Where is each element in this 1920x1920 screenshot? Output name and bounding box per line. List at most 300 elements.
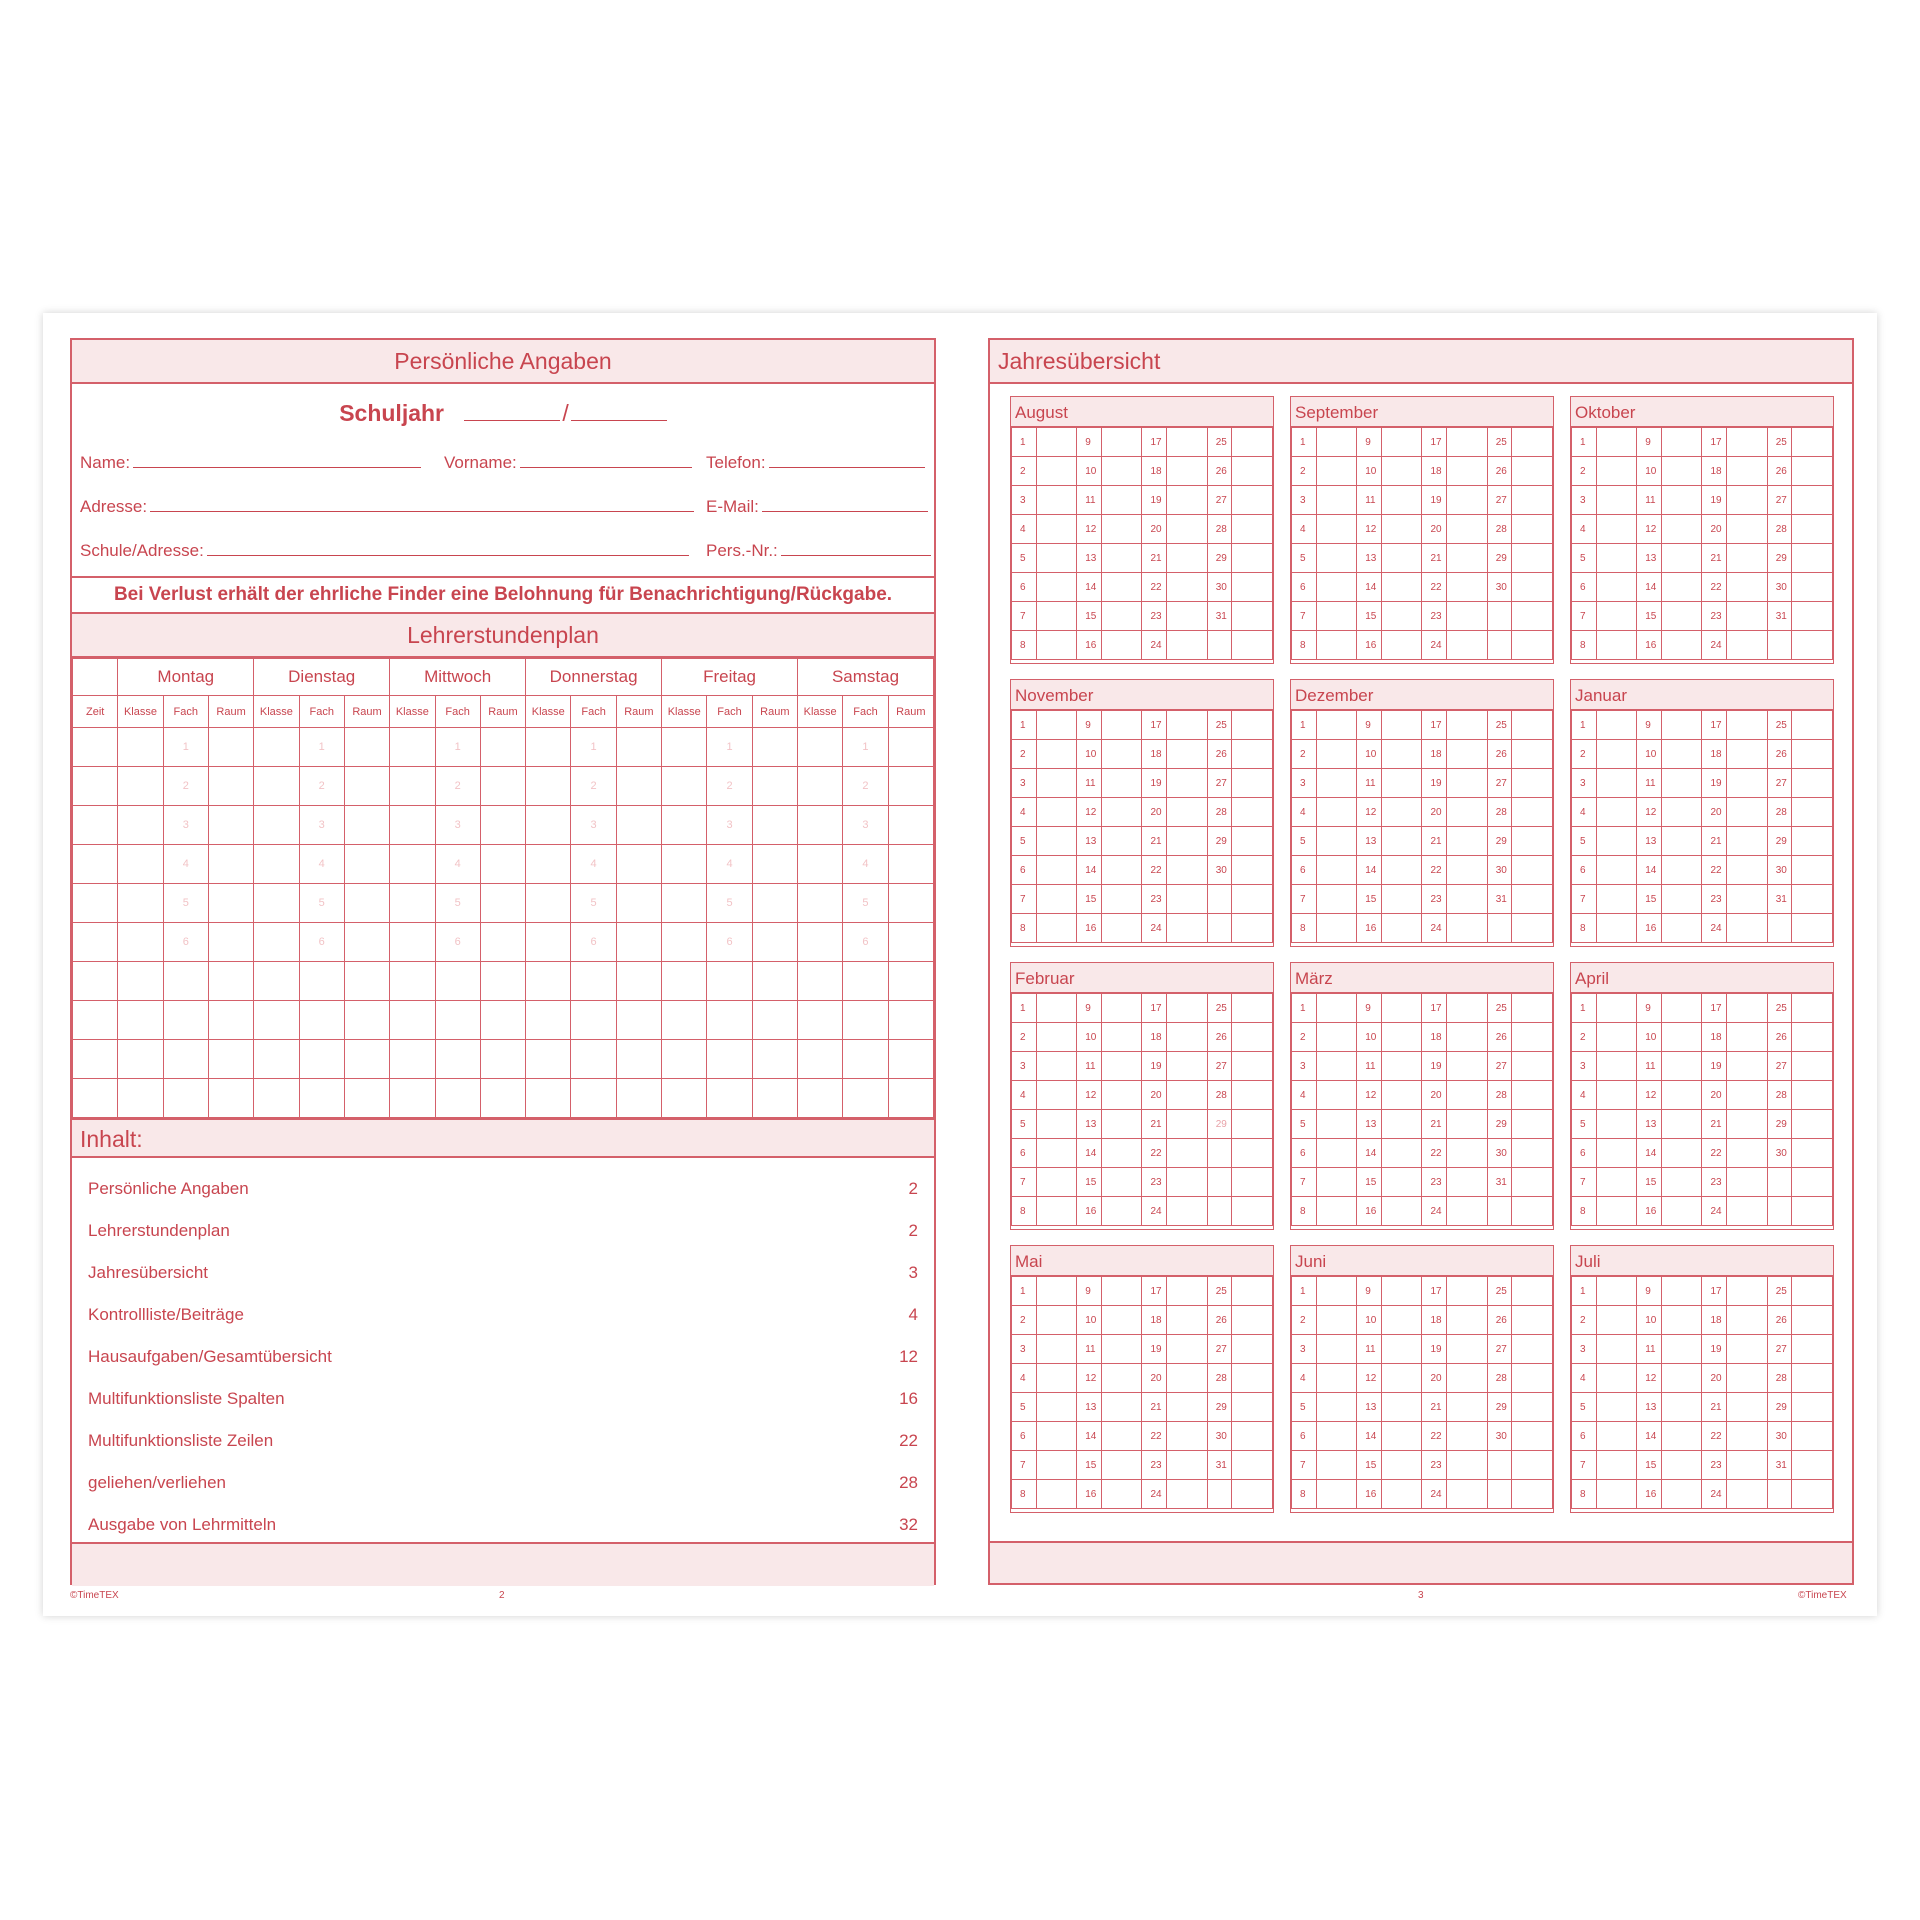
day-entry-cell[interactable] bbox=[1167, 457, 1207, 486]
day-entry-cell[interactable] bbox=[1232, 827, 1273, 856]
day-entry-cell[interactable] bbox=[1662, 711, 1702, 740]
day-entry-cell[interactable] bbox=[1382, 1480, 1422, 1509]
timetable-cell[interactable] bbox=[888, 1040, 933, 1079]
day-entry-cell[interactable] bbox=[1596, 1052, 1636, 1081]
persnr-input[interactable] bbox=[781, 540, 931, 556]
timetable-cell[interactable]: 4 bbox=[435, 845, 480, 884]
timetable-cell[interactable] bbox=[526, 1079, 571, 1118]
day-entry-cell[interactable] bbox=[1447, 1393, 1487, 1422]
day-entry-cell[interactable] bbox=[1382, 798, 1422, 827]
day-entry-cell[interactable] bbox=[1792, 856, 1833, 885]
timetable-cell[interactable] bbox=[344, 1079, 389, 1118]
day-entry-cell[interactable] bbox=[1102, 1306, 1142, 1335]
day-entry-cell[interactable] bbox=[1102, 1023, 1142, 1052]
timetable-cell[interactable] bbox=[254, 845, 299, 884]
timetable-cell[interactable] bbox=[662, 767, 707, 806]
day-entry-cell[interactable] bbox=[1167, 428, 1207, 457]
day-entry-cell[interactable] bbox=[1167, 602, 1207, 631]
day-entry-cell[interactable] bbox=[1596, 1081, 1636, 1110]
day-entry-cell[interactable] bbox=[1596, 994, 1636, 1023]
day-entry-cell[interactable] bbox=[1102, 515, 1142, 544]
timetable-cell[interactable]: 5 bbox=[843, 884, 888, 923]
timetable-cell[interactable] bbox=[662, 845, 707, 884]
day-entry-cell[interactable] bbox=[1167, 1023, 1207, 1052]
day-entry-cell[interactable] bbox=[1727, 1364, 1767, 1393]
timetable-cell[interactable] bbox=[888, 806, 933, 845]
timetable-cell[interactable]: 6 bbox=[707, 923, 752, 962]
day-entry-cell[interactable] bbox=[1036, 1451, 1076, 1480]
timetable-cell[interactable] bbox=[662, 884, 707, 923]
day-entry-cell[interactable] bbox=[1167, 631, 1207, 660]
day-entry-cell[interactable] bbox=[1512, 798, 1553, 827]
timetable-cell[interactable] bbox=[344, 845, 389, 884]
day-entry-cell[interactable] bbox=[1102, 1393, 1142, 1422]
timetable-cell[interactable] bbox=[707, 1040, 752, 1079]
day-entry-cell[interactable] bbox=[1447, 1422, 1487, 1451]
day-entry-cell[interactable] bbox=[1316, 740, 1356, 769]
day-entry-cell[interactable] bbox=[1447, 1451, 1487, 1480]
day-entry-cell[interactable] bbox=[1512, 1197, 1553, 1226]
timetable-cell[interactable] bbox=[163, 1040, 208, 1079]
timetable-cell[interactable] bbox=[118, 806, 163, 845]
day-entry-cell[interactable] bbox=[1792, 769, 1833, 798]
day-entry-cell[interactable] bbox=[1596, 1393, 1636, 1422]
timetable-cell[interactable] bbox=[390, 728, 435, 767]
day-entry-cell[interactable] bbox=[1727, 1393, 1767, 1422]
schuljahr-end-field[interactable] bbox=[571, 401, 667, 421]
day-entry-cell[interactable] bbox=[1102, 711, 1142, 740]
day-entry-cell[interactable] bbox=[1316, 856, 1356, 885]
timetable-cell[interactable] bbox=[662, 962, 707, 1001]
day-entry-cell[interactable] bbox=[1382, 1168, 1422, 1197]
day-entry-cell[interactable] bbox=[1382, 827, 1422, 856]
timetable-cell[interactable] bbox=[526, 1001, 571, 1040]
day-entry-cell[interactable] bbox=[1727, 457, 1767, 486]
day-entry-cell[interactable] bbox=[1167, 1422, 1207, 1451]
day-entry-cell[interactable] bbox=[1232, 1168, 1273, 1197]
timetable-cell[interactable]: 3 bbox=[843, 806, 888, 845]
day-entry-cell[interactable] bbox=[1316, 428, 1356, 457]
timetable-cell[interactable] bbox=[299, 1040, 344, 1079]
timetable-cell[interactable] bbox=[662, 806, 707, 845]
timetable-cell[interactable]: 5 bbox=[571, 884, 616, 923]
timetable-cell[interactable] bbox=[208, 923, 253, 962]
day-entry-cell[interactable] bbox=[1232, 428, 1273, 457]
timetable-cell[interactable] bbox=[344, 923, 389, 962]
day-entry-cell[interactable] bbox=[1662, 827, 1702, 856]
day-entry-cell[interactable] bbox=[1447, 1277, 1487, 1306]
day-entry-cell[interactable] bbox=[1167, 1052, 1207, 1081]
timetable-cell[interactable] bbox=[843, 1001, 888, 1040]
timetable-cell[interactable] bbox=[118, 767, 163, 806]
timetable-cell[interactable] bbox=[299, 1079, 344, 1118]
day-entry-cell[interactable] bbox=[1512, 994, 1553, 1023]
day-entry-cell[interactable] bbox=[1792, 914, 1833, 943]
day-entry-cell[interactable] bbox=[1512, 457, 1553, 486]
day-entry-cell[interactable] bbox=[1792, 573, 1833, 602]
day-entry-cell[interactable] bbox=[1792, 1393, 1833, 1422]
day-entry-cell[interactable] bbox=[1662, 1081, 1702, 1110]
day-entry-cell[interactable] bbox=[1232, 1335, 1273, 1364]
day-entry-cell[interactable] bbox=[1727, 1052, 1767, 1081]
timetable-cell[interactable] bbox=[480, 767, 525, 806]
timetable-cell[interactable] bbox=[888, 884, 933, 923]
day-entry-cell[interactable] bbox=[1792, 1110, 1833, 1139]
timetable-cell[interactable] bbox=[435, 1040, 480, 1079]
day-entry-cell[interactable] bbox=[1316, 798, 1356, 827]
timetable-cell[interactable] bbox=[888, 1001, 933, 1040]
timetable-cell[interactable] bbox=[390, 1040, 435, 1079]
name-input[interactable] bbox=[133, 452, 421, 468]
day-entry-cell[interactable] bbox=[1447, 1364, 1487, 1393]
day-entry-cell[interactable] bbox=[1727, 1306, 1767, 1335]
day-entry-cell[interactable] bbox=[1167, 1451, 1207, 1480]
timetable-cell[interactable] bbox=[118, 962, 163, 1001]
day-entry-cell[interactable] bbox=[1596, 1197, 1636, 1226]
day-entry-cell[interactable] bbox=[1792, 457, 1833, 486]
day-entry-cell[interactable] bbox=[1036, 1364, 1076, 1393]
timetable-cell[interactable] bbox=[662, 728, 707, 767]
day-entry-cell[interactable] bbox=[1232, 885, 1273, 914]
day-entry-cell[interactable] bbox=[1596, 486, 1636, 515]
day-entry-cell[interactable] bbox=[1447, 856, 1487, 885]
day-entry-cell[interactable] bbox=[1596, 885, 1636, 914]
timetable-cell[interactable] bbox=[571, 1040, 616, 1079]
day-entry-cell[interactable] bbox=[1382, 711, 1422, 740]
day-entry-cell[interactable] bbox=[1727, 631, 1767, 660]
day-entry-cell[interactable] bbox=[1316, 769, 1356, 798]
day-entry-cell[interactable] bbox=[1662, 428, 1702, 457]
day-entry-cell[interactable] bbox=[1662, 602, 1702, 631]
day-entry-cell[interactable] bbox=[1512, 1451, 1553, 1480]
timetable-cell[interactable] bbox=[390, 1001, 435, 1040]
timetable-cell[interactable]: 5 bbox=[163, 884, 208, 923]
day-entry-cell[interactable] bbox=[1167, 1197, 1207, 1226]
day-entry-cell[interactable] bbox=[1596, 631, 1636, 660]
day-entry-cell[interactable] bbox=[1102, 1451, 1142, 1480]
timetable-cell[interactable] bbox=[390, 845, 435, 884]
day-entry-cell[interactable] bbox=[1596, 573, 1636, 602]
day-entry-cell[interactable] bbox=[1792, 544, 1833, 573]
timetable-cell[interactable] bbox=[798, 728, 843, 767]
day-entry-cell[interactable] bbox=[1036, 1139, 1076, 1168]
day-entry-cell[interactable] bbox=[1727, 856, 1767, 885]
day-entry-cell[interactable] bbox=[1382, 602, 1422, 631]
day-entry-cell[interactable] bbox=[1232, 994, 1273, 1023]
timetable-cell[interactable] bbox=[616, 806, 661, 845]
timetable-cell[interactable] bbox=[344, 1040, 389, 1079]
timetable-cell[interactable] bbox=[480, 1001, 525, 1040]
day-entry-cell[interactable] bbox=[1596, 798, 1636, 827]
time-cell[interactable] bbox=[73, 884, 118, 923]
timetable-cell[interactable]: 6 bbox=[163, 923, 208, 962]
timetable-cell[interactable] bbox=[526, 845, 571, 884]
day-entry-cell[interactable] bbox=[1596, 457, 1636, 486]
time-cell[interactable] bbox=[73, 1001, 118, 1040]
timetable-cell[interactable] bbox=[390, 806, 435, 845]
day-entry-cell[interactable] bbox=[1316, 1110, 1356, 1139]
day-entry-cell[interactable] bbox=[1036, 711, 1076, 740]
day-entry-cell[interactable] bbox=[1662, 515, 1702, 544]
day-entry-cell[interactable] bbox=[1036, 1168, 1076, 1197]
day-entry-cell[interactable] bbox=[1662, 1052, 1702, 1081]
day-entry-cell[interactable] bbox=[1512, 1110, 1553, 1139]
schuljahr-start-field[interactable] bbox=[464, 401, 560, 421]
day-entry-cell[interactable] bbox=[1447, 769, 1487, 798]
day-entry-cell[interactable] bbox=[1512, 1052, 1553, 1081]
timetable-cell[interactable] bbox=[888, 962, 933, 1001]
day-entry-cell[interactable] bbox=[1316, 1277, 1356, 1306]
time-cell[interactable] bbox=[73, 1040, 118, 1079]
timetable-cell[interactable] bbox=[888, 767, 933, 806]
day-entry-cell[interactable] bbox=[1167, 1168, 1207, 1197]
day-entry-cell[interactable] bbox=[1167, 1081, 1207, 1110]
day-entry-cell[interactable] bbox=[1447, 573, 1487, 602]
timetable-cell[interactable] bbox=[254, 1001, 299, 1040]
day-entry-cell[interactable] bbox=[1727, 711, 1767, 740]
day-entry-cell[interactable] bbox=[1447, 1168, 1487, 1197]
timetable-cell[interactable] bbox=[616, 1079, 661, 1118]
day-entry-cell[interactable] bbox=[1662, 631, 1702, 660]
day-entry-cell[interactable] bbox=[1382, 1364, 1422, 1393]
timetable-cell[interactable] bbox=[390, 923, 435, 962]
timetable-cell[interactable] bbox=[526, 923, 571, 962]
day-entry-cell[interactable] bbox=[1382, 1393, 1422, 1422]
day-entry-cell[interactable] bbox=[1727, 885, 1767, 914]
day-entry-cell[interactable] bbox=[1447, 711, 1487, 740]
day-entry-cell[interactable] bbox=[1232, 1364, 1273, 1393]
day-entry-cell[interactable] bbox=[1596, 1139, 1636, 1168]
day-entry-cell[interactable] bbox=[1232, 1277, 1273, 1306]
timetable-cell[interactable] bbox=[435, 1079, 480, 1118]
day-entry-cell[interactable] bbox=[1662, 1023, 1702, 1052]
day-entry-cell[interactable] bbox=[1727, 1081, 1767, 1110]
timetable-cell[interactable] bbox=[707, 1079, 752, 1118]
timetable-cell[interactable] bbox=[299, 962, 344, 1001]
timetable-cell[interactable] bbox=[118, 845, 163, 884]
day-entry-cell[interactable] bbox=[1662, 1197, 1702, 1226]
day-entry-cell[interactable] bbox=[1102, 1422, 1142, 1451]
day-entry-cell[interactable] bbox=[1662, 1422, 1702, 1451]
timetable-cell[interactable]: 2 bbox=[571, 767, 616, 806]
day-entry-cell[interactable] bbox=[1727, 1277, 1767, 1306]
day-entry-cell[interactable] bbox=[1512, 1277, 1553, 1306]
day-entry-cell[interactable] bbox=[1102, 1364, 1142, 1393]
day-entry-cell[interactable] bbox=[1102, 1052, 1142, 1081]
timetable-cell[interactable] bbox=[662, 1079, 707, 1118]
day-entry-cell[interactable] bbox=[1232, 1052, 1273, 1081]
timetable-cell[interactable] bbox=[344, 962, 389, 1001]
day-entry-cell[interactable] bbox=[1596, 1451, 1636, 1480]
day-entry-cell[interactable] bbox=[1036, 428, 1076, 457]
day-entry-cell[interactable] bbox=[1316, 602, 1356, 631]
day-entry-cell[interactable] bbox=[1382, 1422, 1422, 1451]
day-entry-cell[interactable] bbox=[1036, 1197, 1076, 1226]
day-entry-cell[interactable] bbox=[1512, 1023, 1553, 1052]
day-entry-cell[interactable] bbox=[1792, 1023, 1833, 1052]
timetable-cell[interactable]: 4 bbox=[299, 845, 344, 884]
day-entry-cell[interactable] bbox=[1316, 573, 1356, 602]
day-entry-cell[interactable] bbox=[1382, 631, 1422, 660]
timetable-cell[interactable]: 5 bbox=[299, 884, 344, 923]
day-entry-cell[interactable] bbox=[1596, 602, 1636, 631]
timetable-cell[interactable] bbox=[752, 767, 797, 806]
time-cell[interactable] bbox=[73, 728, 118, 767]
day-entry-cell[interactable] bbox=[1727, 914, 1767, 943]
day-entry-cell[interactable] bbox=[1792, 1168, 1833, 1197]
day-entry-cell[interactable] bbox=[1512, 1364, 1553, 1393]
day-entry-cell[interactable] bbox=[1596, 1168, 1636, 1197]
day-entry-cell[interactable] bbox=[1662, 1306, 1702, 1335]
day-entry-cell[interactable] bbox=[1232, 1393, 1273, 1422]
day-entry-cell[interactable] bbox=[1382, 856, 1422, 885]
day-entry-cell[interactable] bbox=[1512, 1139, 1553, 1168]
day-entry-cell[interactable] bbox=[1382, 486, 1422, 515]
timetable-cell[interactable] bbox=[254, 1040, 299, 1079]
day-entry-cell[interactable] bbox=[1662, 994, 1702, 1023]
day-entry-cell[interactable] bbox=[1316, 1306, 1356, 1335]
day-entry-cell[interactable] bbox=[1167, 827, 1207, 856]
timetable-cell[interactable] bbox=[208, 728, 253, 767]
day-entry-cell[interactable] bbox=[1382, 914, 1422, 943]
day-entry-cell[interactable] bbox=[1512, 1393, 1553, 1422]
timetable-cell[interactable]: 2 bbox=[299, 767, 344, 806]
day-entry-cell[interactable] bbox=[1167, 914, 1207, 943]
day-entry-cell[interactable] bbox=[1102, 544, 1142, 573]
day-entry-cell[interactable] bbox=[1382, 1197, 1422, 1226]
day-entry-cell[interactable] bbox=[1036, 1422, 1076, 1451]
timetable-cell[interactable] bbox=[798, 767, 843, 806]
day-entry-cell[interactable] bbox=[1382, 573, 1422, 602]
timetable-cell[interactable] bbox=[208, 884, 253, 923]
timetable-cell[interactable] bbox=[435, 962, 480, 1001]
timetable-cell[interactable] bbox=[390, 884, 435, 923]
day-entry-cell[interactable] bbox=[1792, 885, 1833, 914]
timetable-cell[interactable] bbox=[616, 1040, 661, 1079]
day-entry-cell[interactable] bbox=[1727, 827, 1767, 856]
timetable-cell[interactable]: 2 bbox=[435, 767, 480, 806]
timetable-cell[interactable] bbox=[299, 1001, 344, 1040]
timetable-cell[interactable] bbox=[798, 923, 843, 962]
day-entry-cell[interactable] bbox=[1596, 1480, 1636, 1509]
timetable-cell[interactable] bbox=[254, 884, 299, 923]
day-entry-cell[interactable] bbox=[1727, 1335, 1767, 1364]
day-entry-cell[interactable] bbox=[1792, 515, 1833, 544]
day-entry-cell[interactable] bbox=[1316, 1422, 1356, 1451]
timetable-cell[interactable] bbox=[480, 845, 525, 884]
timetable-cell[interactable] bbox=[344, 1001, 389, 1040]
timetable-cell[interactable] bbox=[843, 1079, 888, 1118]
timetable-cell[interactable] bbox=[344, 806, 389, 845]
day-entry-cell[interactable] bbox=[1512, 856, 1553, 885]
timetable-cell[interactable]: 3 bbox=[163, 806, 208, 845]
day-entry-cell[interactable] bbox=[1167, 515, 1207, 544]
timetable-cell[interactable] bbox=[662, 923, 707, 962]
day-entry-cell[interactable] bbox=[1232, 457, 1273, 486]
day-entry-cell[interactable] bbox=[1792, 1139, 1833, 1168]
timetable-cell[interactable] bbox=[888, 923, 933, 962]
day-entry-cell[interactable] bbox=[1382, 1110, 1422, 1139]
timetable-cell[interactable]: 2 bbox=[707, 767, 752, 806]
day-entry-cell[interactable] bbox=[1167, 1480, 1207, 1509]
day-entry-cell[interactable] bbox=[1316, 544, 1356, 573]
day-entry-cell[interactable] bbox=[1232, 856, 1273, 885]
day-entry-cell[interactable] bbox=[1036, 1081, 1076, 1110]
day-entry-cell[interactable] bbox=[1662, 856, 1702, 885]
day-entry-cell[interactable] bbox=[1167, 994, 1207, 1023]
timetable-cell[interactable]: 6 bbox=[435, 923, 480, 962]
timetable-cell[interactable]: 1 bbox=[163, 728, 208, 767]
day-entry-cell[interactable] bbox=[1167, 1110, 1207, 1139]
day-entry-cell[interactable] bbox=[1662, 1168, 1702, 1197]
day-entry-cell[interactable] bbox=[1316, 827, 1356, 856]
day-entry-cell[interactable] bbox=[1036, 457, 1076, 486]
timetable-cell[interactable]: 1 bbox=[571, 728, 616, 767]
day-entry-cell[interactable] bbox=[1447, 1110, 1487, 1139]
timetable-cell[interactable]: 3 bbox=[571, 806, 616, 845]
day-entry-cell[interactable] bbox=[1102, 1277, 1142, 1306]
day-entry-cell[interactable] bbox=[1167, 1393, 1207, 1422]
day-entry-cell[interactable] bbox=[1727, 1197, 1767, 1226]
timetable-cell[interactable] bbox=[208, 1079, 253, 1118]
timetable-cell[interactable] bbox=[843, 1040, 888, 1079]
day-entry-cell[interactable] bbox=[1662, 544, 1702, 573]
timetable-cell[interactable]: 4 bbox=[163, 845, 208, 884]
day-entry-cell[interactable] bbox=[1167, 740, 1207, 769]
day-entry-cell[interactable] bbox=[1232, 486, 1273, 515]
day-entry-cell[interactable] bbox=[1447, 740, 1487, 769]
day-entry-cell[interactable] bbox=[1036, 515, 1076, 544]
timetable-cell[interactable] bbox=[526, 884, 571, 923]
day-entry-cell[interactable] bbox=[1727, 798, 1767, 827]
day-entry-cell[interactable] bbox=[1447, 515, 1487, 544]
day-entry-cell[interactable] bbox=[1232, 1480, 1273, 1509]
timetable-cell[interactable] bbox=[254, 1079, 299, 1118]
day-entry-cell[interactable] bbox=[1102, 631, 1142, 660]
day-entry-cell[interactable] bbox=[1447, 1480, 1487, 1509]
day-entry-cell[interactable] bbox=[1792, 798, 1833, 827]
day-entry-cell[interactable] bbox=[1447, 1139, 1487, 1168]
day-entry-cell[interactable] bbox=[1316, 711, 1356, 740]
timetable-cell[interactable]: 5 bbox=[707, 884, 752, 923]
day-entry-cell[interactable] bbox=[1036, 885, 1076, 914]
day-entry-cell[interactable] bbox=[1232, 798, 1273, 827]
day-entry-cell[interactable] bbox=[1662, 457, 1702, 486]
day-entry-cell[interactable] bbox=[1316, 1052, 1356, 1081]
day-entry-cell[interactable] bbox=[1512, 827, 1553, 856]
day-entry-cell[interactable] bbox=[1727, 602, 1767, 631]
day-entry-cell[interactable] bbox=[1792, 827, 1833, 856]
day-entry-cell[interactable] bbox=[1102, 827, 1142, 856]
timetable-cell[interactable]: 3 bbox=[435, 806, 480, 845]
day-entry-cell[interactable] bbox=[1596, 1422, 1636, 1451]
timetable-cell[interactable] bbox=[254, 767, 299, 806]
day-entry-cell[interactable] bbox=[1727, 1480, 1767, 1509]
day-entry-cell[interactable] bbox=[1596, 827, 1636, 856]
day-entry-cell[interactable] bbox=[1232, 914, 1273, 943]
day-entry-cell[interactable] bbox=[1036, 602, 1076, 631]
day-entry-cell[interactable] bbox=[1512, 1306, 1553, 1335]
time-cell[interactable] bbox=[73, 962, 118, 1001]
day-entry-cell[interactable] bbox=[1316, 486, 1356, 515]
timetable-cell[interactable]: 1 bbox=[707, 728, 752, 767]
day-entry-cell[interactable] bbox=[1167, 1306, 1207, 1335]
day-entry-cell[interactable] bbox=[1727, 515, 1767, 544]
timetable-cell[interactable] bbox=[616, 884, 661, 923]
timetable-cell[interactable] bbox=[480, 1040, 525, 1079]
timetable-cell[interactable]: 4 bbox=[707, 845, 752, 884]
day-entry-cell[interactable] bbox=[1512, 602, 1553, 631]
